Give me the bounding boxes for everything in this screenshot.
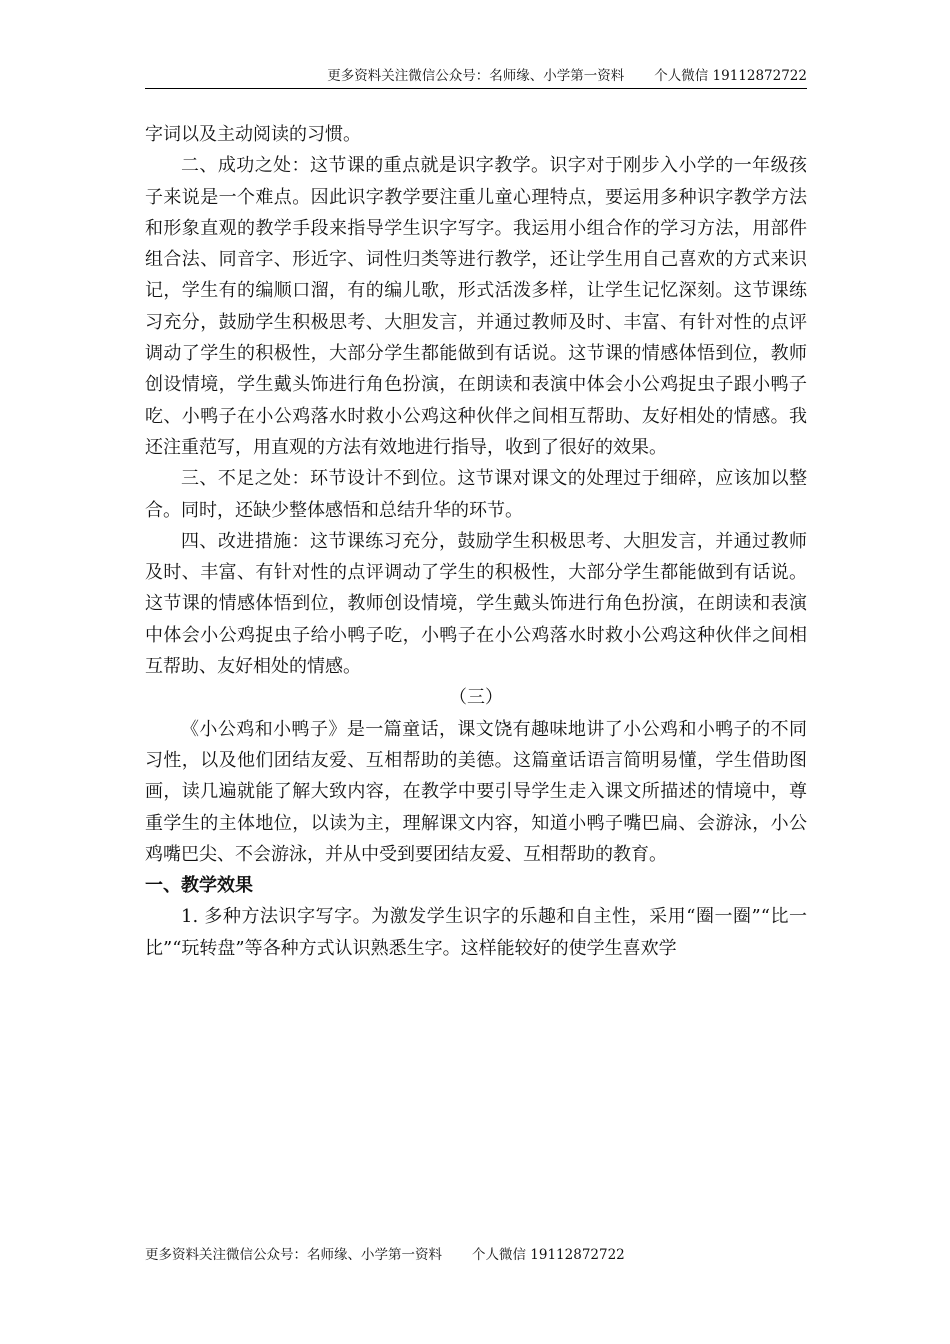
header-divider [145,88,807,89]
section-heading: 一、教学效果 [145,875,253,897]
paragraph-introduction: 《小公鸡和小鸭子》是一篇童话，课文饶有趣味地讲了小公鸡和小鸭子的不同习性，以及他们团结友爱、互相帮助的美德。这篇童话语言简明易懂，学生借助图画，读几遍就能了解大致内容，在教学中要引导学生走入课文所描述的情境中，尊重学生的主体地位，以读为主，理解课文内容，知道小鸭子嘴巴扁、会游泳，小公鸡嘴巴尖、不会游泳，并从中受到要团结友爱、互相帮助的教育。 [145,718,807,865]
footer-source-text: 更多资料关注微信公众号：名师缘、小学第一资料 [145,1247,442,1263]
paragraph-improvements: 四、改进措施：这节课练习充分，鼓励学生积极思考、大胆发言，并通过教师及时、丰富、有针对性的点评调动了学生的积极性，大部分学生都能做到有话说。这节课的情感体悟到位，教师创设情境，学生戴头饰进行角色扮演，在朗读和表演中体会小公鸡捉虫子给小鸭子吃，小鸭子在小公鸡落水时救小公鸡这种伙伴之间相互帮助、友好相处的情感。 [145,530,807,678]
page-header [145,66,807,88]
document-body [145,119,807,964]
section-mark: （三） [449,687,503,709]
header-source-text: 更多资料关注微信公众号：名师缘、小学第一资料 [327,68,625,84]
paragraph-continuation: 字词以及主动阅读的习惯。 [145,124,361,145]
paragraph-shortcomings: 三、不足之处：环节设计不到位。这节课对课文的处理过于细碎，应该加以整合。同时，还缺少整体感悟和总结升华的环节。 [145,468,807,521]
paragraph-method-1: 1. 多种方法识字写字。为激发学生识字的乐趣和自主性，采用“圈一圈”“比一比”“玩转盘”等各种方式认识熟悉生字。这样能较好的使学生喜欢学 [145,906,807,959]
paragraph-successes: 二、成功之处：这节课的重点就是识字教学。识字对于刚步入小学的一年级孩子来说是一个难点。因此识字教学要注重儿童心理特点，要运用多种识字教学方法和形象直观的教学手段来指导学生识字写字。我运用小组合作的学习方法，用部件组合法、同音字、形近字、词性归类等进行教学，还让学生用自己喜欢的方式来识记，学生有的编顺口溜，有的编儿歌，形式活泼多样，让学生记忆深刻。这节课练习充分，鼓励学生积极思考、大胆发言，并通过教师及时、丰富、有针对性的点评调动了学生的积极性，大部分学生都能做到有话说。这节课的情感体悟到位，教师创设情境，学生戴头饰进行角色扮演，在朗读和表演中体会小公鸡捉虫子跟小鸭子吃、小鸭子在小公鸡落水时救小公鸡这种伙伴之间相互帮助、友好相处的情感。我还注重范写，用直观的方法有效地进行指导，收到了很好的效果。 [145,155,807,458]
page-footer [145,1245,625,1265]
header-contact-text: 个人微信 19112872722 [654,68,807,84]
footer-contact-text: 个人微信 19112872722 [472,1247,625,1263]
